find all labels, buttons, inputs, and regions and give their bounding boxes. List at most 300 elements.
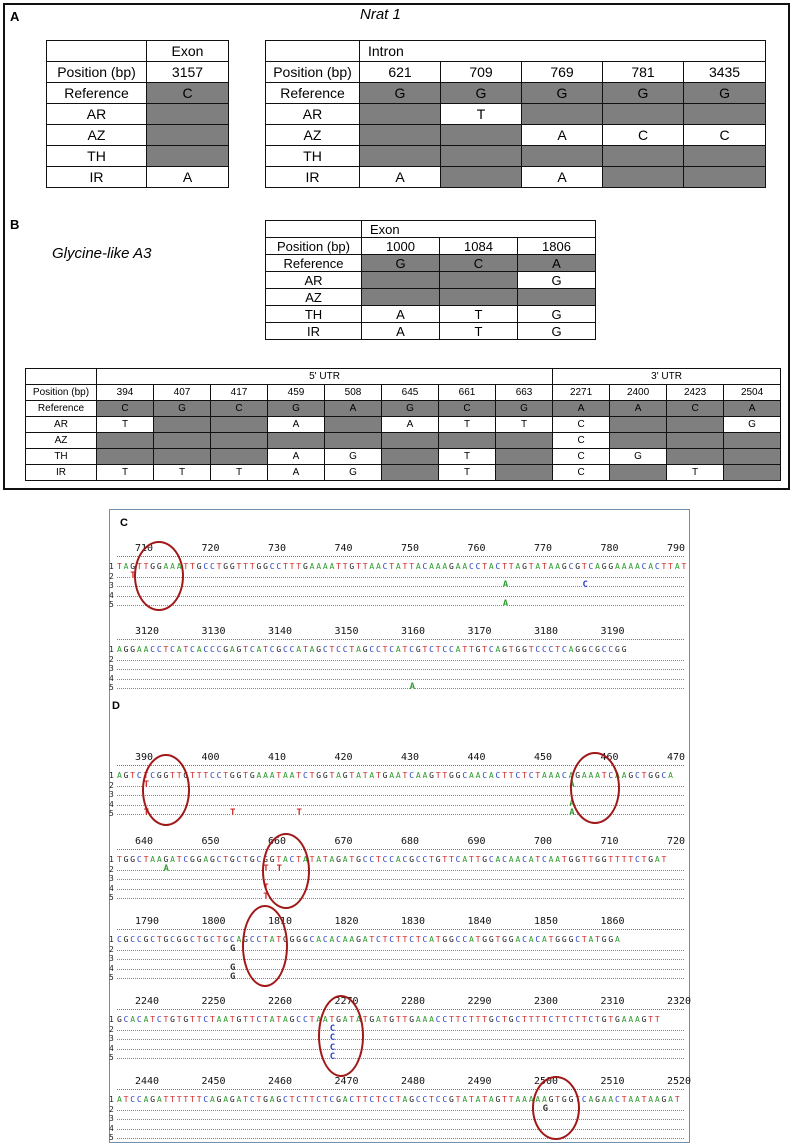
- table-cell: T: [439, 449, 496, 465]
- row-label: Position (bp): [266, 62, 360, 83]
- reference-sequence: A G G A A C C T C A T C A C C C G A G T C A T C G C C A T A G C T C C T A G C C T C A T C G T C T C C A T T G T C A G T G G T C C C T C A G G C G C C G G: [117, 645, 627, 654]
- sequence-row: [109, 1123, 684, 1134]
- table-cell: T: [440, 306, 518, 323]
- alignment-block: [109, 916, 684, 983]
- ruler-tick-label: 410: [268, 752, 287, 763]
- table-cell: C: [684, 125, 766, 146]
- sequence-row: [109, 1033, 684, 1044]
- table-cell: A: [147, 167, 229, 188]
- ruler-tick-label: 450: [534, 752, 553, 763]
- table-cell: 769: [522, 62, 603, 83]
- identity-dots: [117, 577, 684, 578]
- ruler-tick-label: 420: [334, 752, 353, 763]
- table-cell: [154, 449, 211, 465]
- sequence-row: [109, 664, 684, 674]
- table-cell: G: [518, 272, 596, 289]
- table-cell: A: [268, 449, 325, 465]
- table-cell: A: [360, 167, 441, 188]
- table-row: [266, 323, 596, 340]
- sequence-row-number: 2: [109, 780, 114, 790]
- reference-sequence: T A G T T G G A A A T T G C C T G G T T T G G C C T T T G A A A A T T G T T A A C T A T T A C A A A G A A C C T A C T T A G T A T A A G C G T C A G G A A A A C A C T T A T: [117, 562, 687, 571]
- variant-base: C: [582, 580, 588, 590]
- highlight-circle: [318, 995, 364, 1077]
- glycine-title: Glycine-like A3: [52, 245, 152, 262]
- ruler-tick-label: 2470: [334, 1076, 359, 1087]
- table-cell: [97, 433, 154, 449]
- ruler-tick-label: 2320: [667, 996, 692, 1007]
- row-label: TH: [266, 306, 362, 323]
- table-cell: A: [518, 255, 596, 272]
- table-cell: [362, 289, 440, 306]
- ruler-tick-label: 3170: [467, 626, 492, 637]
- table-cell: C: [603, 125, 684, 146]
- identity-dots: [117, 969, 684, 970]
- table-cell: [684, 167, 766, 188]
- table-cell: G: [603, 83, 684, 104]
- variant-base: T: [276, 863, 283, 874]
- ruler-tick-label: 2260: [268, 996, 293, 1007]
- ruler-tick-label: 2460: [268, 1076, 293, 1087]
- reference-sequence: A G T C T C G G T T G T T T C C T G G T G A A A T A A T C T G G T A G T A T A T G A A T C A A G T T G G C A A C A C T T C T C T A A A C A G A A A T C A A G C T G G C A: [117, 771, 673, 780]
- sequence-row: [109, 855, 684, 865]
- nrat-exon-table: [46, 40, 229, 188]
- sequence-row: [109, 874, 684, 884]
- ruler-tick-label: 3140: [268, 626, 293, 637]
- sequence-row-number: 4: [109, 799, 114, 809]
- ruler-tick-label: 2240: [135, 996, 160, 1007]
- table-cell: [268, 433, 325, 449]
- row-label: AZ: [266, 125, 360, 146]
- row-label: AR: [26, 417, 97, 433]
- alignment-block: [109, 996, 692, 1063]
- sequence-row-number: 4: [109, 673, 114, 683]
- table-cell: T: [441, 104, 522, 125]
- ruler-tick-label: 2440: [135, 1076, 160, 1087]
- table-cell: 417: [211, 385, 268, 401]
- reference-sequence: C G C C G C T G C G G C T G C T G C A G C C T A T G G G G C A C A C A A G A T C T C T T C T C A T G G C C A T G G T G G A C A C A T G G G C T A T G G A: [117, 935, 620, 944]
- table-cell: T: [439, 417, 496, 433]
- variant-base: T: [143, 779, 150, 790]
- table-cell: [603, 104, 684, 125]
- ruler-tick-label: 710: [135, 543, 154, 554]
- table-row: [47, 83, 229, 104]
- table-cell: G: [268, 401, 325, 417]
- variant-base: T: [143, 808, 150, 818]
- table-cell: [610, 433, 667, 449]
- sequence-row: [109, 645, 684, 655]
- row-label: TH: [266, 146, 360, 167]
- table-cell: A: [522, 167, 603, 188]
- table-cell: [496, 465, 553, 481]
- row-label: IR: [26, 465, 97, 481]
- ruler-tick-label: 2490: [467, 1076, 492, 1087]
- header-row: [47, 41, 229, 62]
- row-label: Reference: [47, 83, 147, 104]
- table-cell: [684, 104, 766, 125]
- exon-header: Exon: [362, 221, 596, 238]
- table-cell: C: [211, 401, 268, 417]
- identity-dots: [117, 950, 684, 951]
- table-row: [266, 289, 596, 306]
- table-cell: [325, 433, 382, 449]
- table-cell: G: [325, 449, 382, 465]
- sequence-row-number: 5: [109, 973, 114, 982]
- ruler-tick-label: 2480: [401, 1076, 426, 1087]
- table-row: [266, 125, 766, 146]
- identity-dots: [117, 1049, 684, 1050]
- variant-base: C: [329, 1033, 336, 1043]
- table-cell: A: [724, 401, 781, 417]
- identity-dots: [117, 898, 684, 899]
- ruler-tick-label: 3130: [201, 626, 226, 637]
- identity-dots: [117, 1030, 684, 1031]
- table-cell: G: [382, 401, 439, 417]
- ruler-tick-label: 1800: [201, 916, 226, 927]
- table-cell: A: [610, 401, 667, 417]
- row-label: AZ: [47, 125, 147, 146]
- table-row: [26, 385, 781, 401]
- sequence-row-number: 4: [109, 963, 114, 973]
- sequence-row: [109, 863, 684, 875]
- ruler-tick-label: 2510: [600, 1076, 625, 1087]
- sequence-row: [109, 1015, 684, 1025]
- table-cell: C: [440, 255, 518, 272]
- sequence-row-number: 3: [109, 1034, 114, 1043]
- variant-base: T: [263, 882, 269, 893]
- ruler-tick-label: 780: [600, 543, 619, 554]
- table-cell: C: [97, 401, 154, 417]
- position-ruler: [117, 1076, 692, 1088]
- sequence-row-number: 3: [109, 1114, 114, 1123]
- sequence-row-number: 4: [109, 883, 114, 893]
- table-cell: G: [522, 83, 603, 104]
- variant-base: T: [263, 892, 269, 902]
- table-cell: 1000: [362, 238, 440, 255]
- identity-dots: [117, 1058, 684, 1059]
- table-cell: 661: [439, 385, 496, 401]
- ruler-tick-label: 3120: [135, 626, 160, 637]
- table-cell: 508: [325, 385, 382, 401]
- reference-sequence: A T C C A G A T T T T T T C A G A G A T C T G A G C T C T T C T C G A C T T C T C C T A G C C T C C G T A T A T A G T T A A A A A G T G G T C A G A A C T A A T A A G A T: [117, 1095, 680, 1104]
- table-cell: G: [325, 465, 382, 481]
- table-cell: [325, 417, 382, 433]
- sequence-row-number: 2: [109, 571, 114, 581]
- table-cell: A: [362, 306, 440, 323]
- table-row: [26, 401, 781, 417]
- sequence-row-number: 1: [109, 1015, 114, 1024]
- table-cell: 1806: [518, 238, 596, 255]
- highlight-circle: [262, 833, 310, 909]
- identity-dots: [117, 1110, 684, 1111]
- identity-dots: [117, 669, 684, 670]
- alignment-block: [109, 543, 687, 610]
- sequence-row: [109, 962, 684, 974]
- variant-base: T: [263, 863, 269, 874]
- table-cell: 663: [496, 385, 553, 401]
- table-cell: [603, 146, 684, 167]
- table-cell: A: [553, 401, 610, 417]
- table-row: [266, 272, 596, 289]
- table-cell: 2400: [610, 385, 667, 401]
- table-cell: [97, 449, 154, 465]
- sequence-row: [109, 954, 684, 964]
- table-row: [26, 417, 781, 433]
- alignment-block: [109, 836, 686, 903]
- table-cell: T: [211, 465, 268, 481]
- sequence-row-number: 4: [109, 1043, 114, 1053]
- sequence-row-number: 5: [109, 1133, 114, 1142]
- sequence-row: [109, 1133, 684, 1143]
- header-row: [266, 41, 766, 62]
- row-label: TH: [47, 146, 147, 167]
- variant-base: A: [502, 580, 509, 590]
- table-cell: [667, 417, 724, 433]
- identity-dots: [117, 889, 684, 890]
- identity-dots: [117, 1119, 684, 1120]
- table-cell: [441, 167, 522, 188]
- highlight-circle: [532, 1076, 580, 1140]
- table-cell: T: [496, 417, 553, 433]
- table-row: [47, 104, 229, 125]
- table-cell: [382, 465, 439, 481]
- table-cell: A: [522, 125, 603, 146]
- table-cell: A: [268, 417, 325, 433]
- table-row: [266, 238, 596, 255]
- variant-base: G: [542, 1103, 549, 1114]
- table-cell: G: [441, 83, 522, 104]
- table-cell: 781: [603, 62, 684, 83]
- table-cell: [522, 146, 603, 167]
- row-label: Reference: [266, 83, 360, 104]
- highlight-circle: [134, 541, 184, 611]
- sequence-row: [109, 590, 684, 601]
- ruler-tick-label: 2310: [600, 996, 625, 1007]
- table-row: [47, 62, 229, 83]
- table-cell: [154, 433, 211, 449]
- table-cell: 2271: [553, 385, 610, 401]
- identity-dots: [117, 978, 684, 979]
- row-label: Position (bp): [26, 385, 97, 401]
- sequence-row: [109, 1023, 684, 1035]
- sequence-row-number: 3: [109, 790, 114, 799]
- ruler-tick-label: 670: [334, 836, 353, 847]
- table-cell: [147, 125, 229, 146]
- ruler-tick-label: 1860: [600, 916, 625, 927]
- ruler-tick-label: 740: [334, 543, 353, 554]
- sequence-row: [109, 1095, 684, 1105]
- table-cell: [667, 449, 724, 465]
- variant-base: A: [163, 863, 169, 874]
- ruler-tick-label: 760: [467, 543, 486, 554]
- ruler-tick-label: 770: [534, 543, 553, 554]
- sequence-row: [109, 682, 684, 693]
- ruler-tick-label: 2450: [201, 1076, 226, 1087]
- panel-label-d: D: [112, 700, 120, 712]
- table-cell: [518, 289, 596, 306]
- sequence-row-number: 1: [109, 771, 114, 780]
- corner-cell: [266, 41, 360, 62]
- table-cell: [603, 167, 684, 188]
- table-row: [266, 62, 766, 83]
- panel-label-b: B: [10, 217, 20, 232]
- table-cell: 394: [97, 385, 154, 401]
- ruler-tick-label: 3190: [600, 626, 625, 637]
- sequence-row-number: 2: [109, 944, 114, 954]
- table-row: [266, 83, 766, 104]
- sequence-row: [109, 892, 684, 903]
- sequence-row: [109, 1042, 684, 1054]
- table-cell: T: [154, 465, 211, 481]
- sequence-row: [109, 673, 684, 684]
- table-cell: G: [610, 449, 667, 465]
- table-row: [266, 104, 766, 125]
- ruler-tick-label: 2290: [467, 996, 492, 1007]
- sequence-row-number: 1: [109, 935, 114, 944]
- ruler-tick-label: 640: [135, 836, 154, 847]
- row-label: Position (bp): [266, 238, 362, 255]
- ruler-tick-label: 1810: [268, 916, 293, 927]
- table-cell: [610, 465, 667, 481]
- ruler-tick-label: 690: [467, 836, 486, 847]
- sequence-row: [109, 943, 684, 955]
- row-label: AR: [266, 272, 362, 289]
- row-label: TH: [26, 449, 97, 465]
- ruler-tick-label: 3150: [334, 626, 359, 637]
- row-label: IR: [266, 323, 362, 340]
- ruler-tick-label: 440: [467, 752, 486, 763]
- table-cell: 3157: [147, 62, 229, 83]
- ruler-tick-label: 1840: [467, 916, 492, 927]
- ruler-tick-label: 680: [401, 836, 420, 847]
- ruler-tick-label: 750: [401, 543, 420, 554]
- utr3-header: 3' UTR: [553, 369, 781, 385]
- table-cell: [382, 433, 439, 449]
- identity-dots: [117, 870, 684, 871]
- corner-cell: [266, 221, 362, 238]
- table-cell: [724, 449, 781, 465]
- ruler-tick-label: 3180: [534, 626, 559, 637]
- table-cell: C: [553, 449, 610, 465]
- table-cell: 407: [154, 385, 211, 401]
- table-cell: C: [147, 83, 229, 104]
- sequence-row-number: 3: [109, 664, 114, 673]
- exon-header: Exon: [147, 41, 229, 62]
- ruler-tick-label: 1820: [334, 916, 359, 927]
- ruler-tick-label: 1830: [401, 916, 426, 927]
- sequence-row: [109, 1103, 684, 1115]
- ruler-tick-label: 710: [600, 836, 619, 847]
- variant-base: T: [130, 570, 136, 581]
- table-cell: A: [382, 417, 439, 433]
- sequence-row-number: 5: [109, 683, 114, 692]
- table-row: [26, 449, 781, 465]
- row-label: IR: [266, 167, 360, 188]
- table-cell: [440, 272, 518, 289]
- table-cell: G: [684, 83, 766, 104]
- table-cell: T: [667, 465, 724, 481]
- panel-label-c: C: [120, 517, 128, 529]
- table-cell: 1084: [440, 238, 518, 255]
- variant-base: G: [230, 972, 236, 982]
- table-cell: [147, 146, 229, 167]
- table-cell: T: [97, 465, 154, 481]
- sequence-row-number: 4: [109, 1123, 114, 1133]
- sequence-row-number: 1: [109, 1095, 114, 1104]
- identity-dots: [117, 1129, 684, 1130]
- highlight-circle: [242, 905, 288, 987]
- alignment-block: [109, 626, 684, 693]
- variant-base: G: [230, 943, 236, 954]
- table-cell: C: [439, 401, 496, 417]
- table-cell: 2423: [667, 385, 724, 401]
- table-cell: G: [362, 255, 440, 272]
- sequence-row-number: 2: [109, 1024, 114, 1034]
- table-cell: [360, 125, 441, 146]
- table-cell: [496, 433, 553, 449]
- table-cell: G: [518, 323, 596, 340]
- sequence-row-number: 2: [109, 1104, 114, 1114]
- table-cell: 3435: [684, 62, 766, 83]
- identity-dots: [117, 660, 684, 661]
- identity-dots: [117, 879, 684, 880]
- table-cell: [724, 433, 781, 449]
- ruler-tick-label: 790: [667, 543, 686, 554]
- table-row: [47, 146, 229, 167]
- variant-base: C: [329, 1042, 336, 1053]
- table-row: [266, 146, 766, 167]
- table-cell: [211, 433, 268, 449]
- table-cell: C: [553, 465, 610, 481]
- position-ruler: [117, 836, 684, 848]
- ruler-tick-label: 730: [268, 543, 287, 554]
- table-cell: 621: [360, 62, 441, 83]
- sequence-row-number: 1: [109, 645, 114, 654]
- identity-dots: [117, 586, 684, 587]
- table-cell: [522, 104, 603, 125]
- corner-cell: [47, 41, 147, 62]
- nrat-intron-table: [265, 40, 766, 188]
- sequence-row-number: 5: [109, 893, 114, 902]
- table-cell: T: [97, 417, 154, 433]
- ruler-tick-label: 720: [201, 543, 220, 554]
- sequence-row-number: 3: [109, 581, 114, 590]
- table-cell: [684, 146, 766, 167]
- sequence-row: [109, 935, 684, 945]
- table-cell: A: [325, 401, 382, 417]
- sequence-row-number: 4: [109, 590, 114, 600]
- ruler-tick-label: 2280: [401, 996, 426, 1007]
- highlight-circle: [142, 754, 190, 826]
- table-cell: [360, 146, 441, 167]
- sequence-row-number: 1: [109, 562, 114, 571]
- ruler-tick-label: 720: [667, 836, 686, 847]
- identity-dots: [117, 1039, 684, 1040]
- table-cell: [610, 417, 667, 433]
- table-row: [266, 255, 596, 272]
- row-label: AZ: [26, 433, 97, 449]
- table-cell: 2504: [724, 385, 781, 401]
- identity-dots: [117, 688, 684, 689]
- ruler-tick-label: 2250: [201, 996, 226, 1007]
- glycine-exon-table: [265, 220, 596, 340]
- identity-dots: [117, 605, 684, 606]
- table-cell: A: [268, 465, 325, 481]
- table-cell: [211, 449, 268, 465]
- sequence-row-number: 3: [109, 954, 114, 963]
- header-row: [266, 221, 596, 238]
- variant-base: A: [409, 682, 416, 692]
- sequence-row: [109, 1114, 684, 1124]
